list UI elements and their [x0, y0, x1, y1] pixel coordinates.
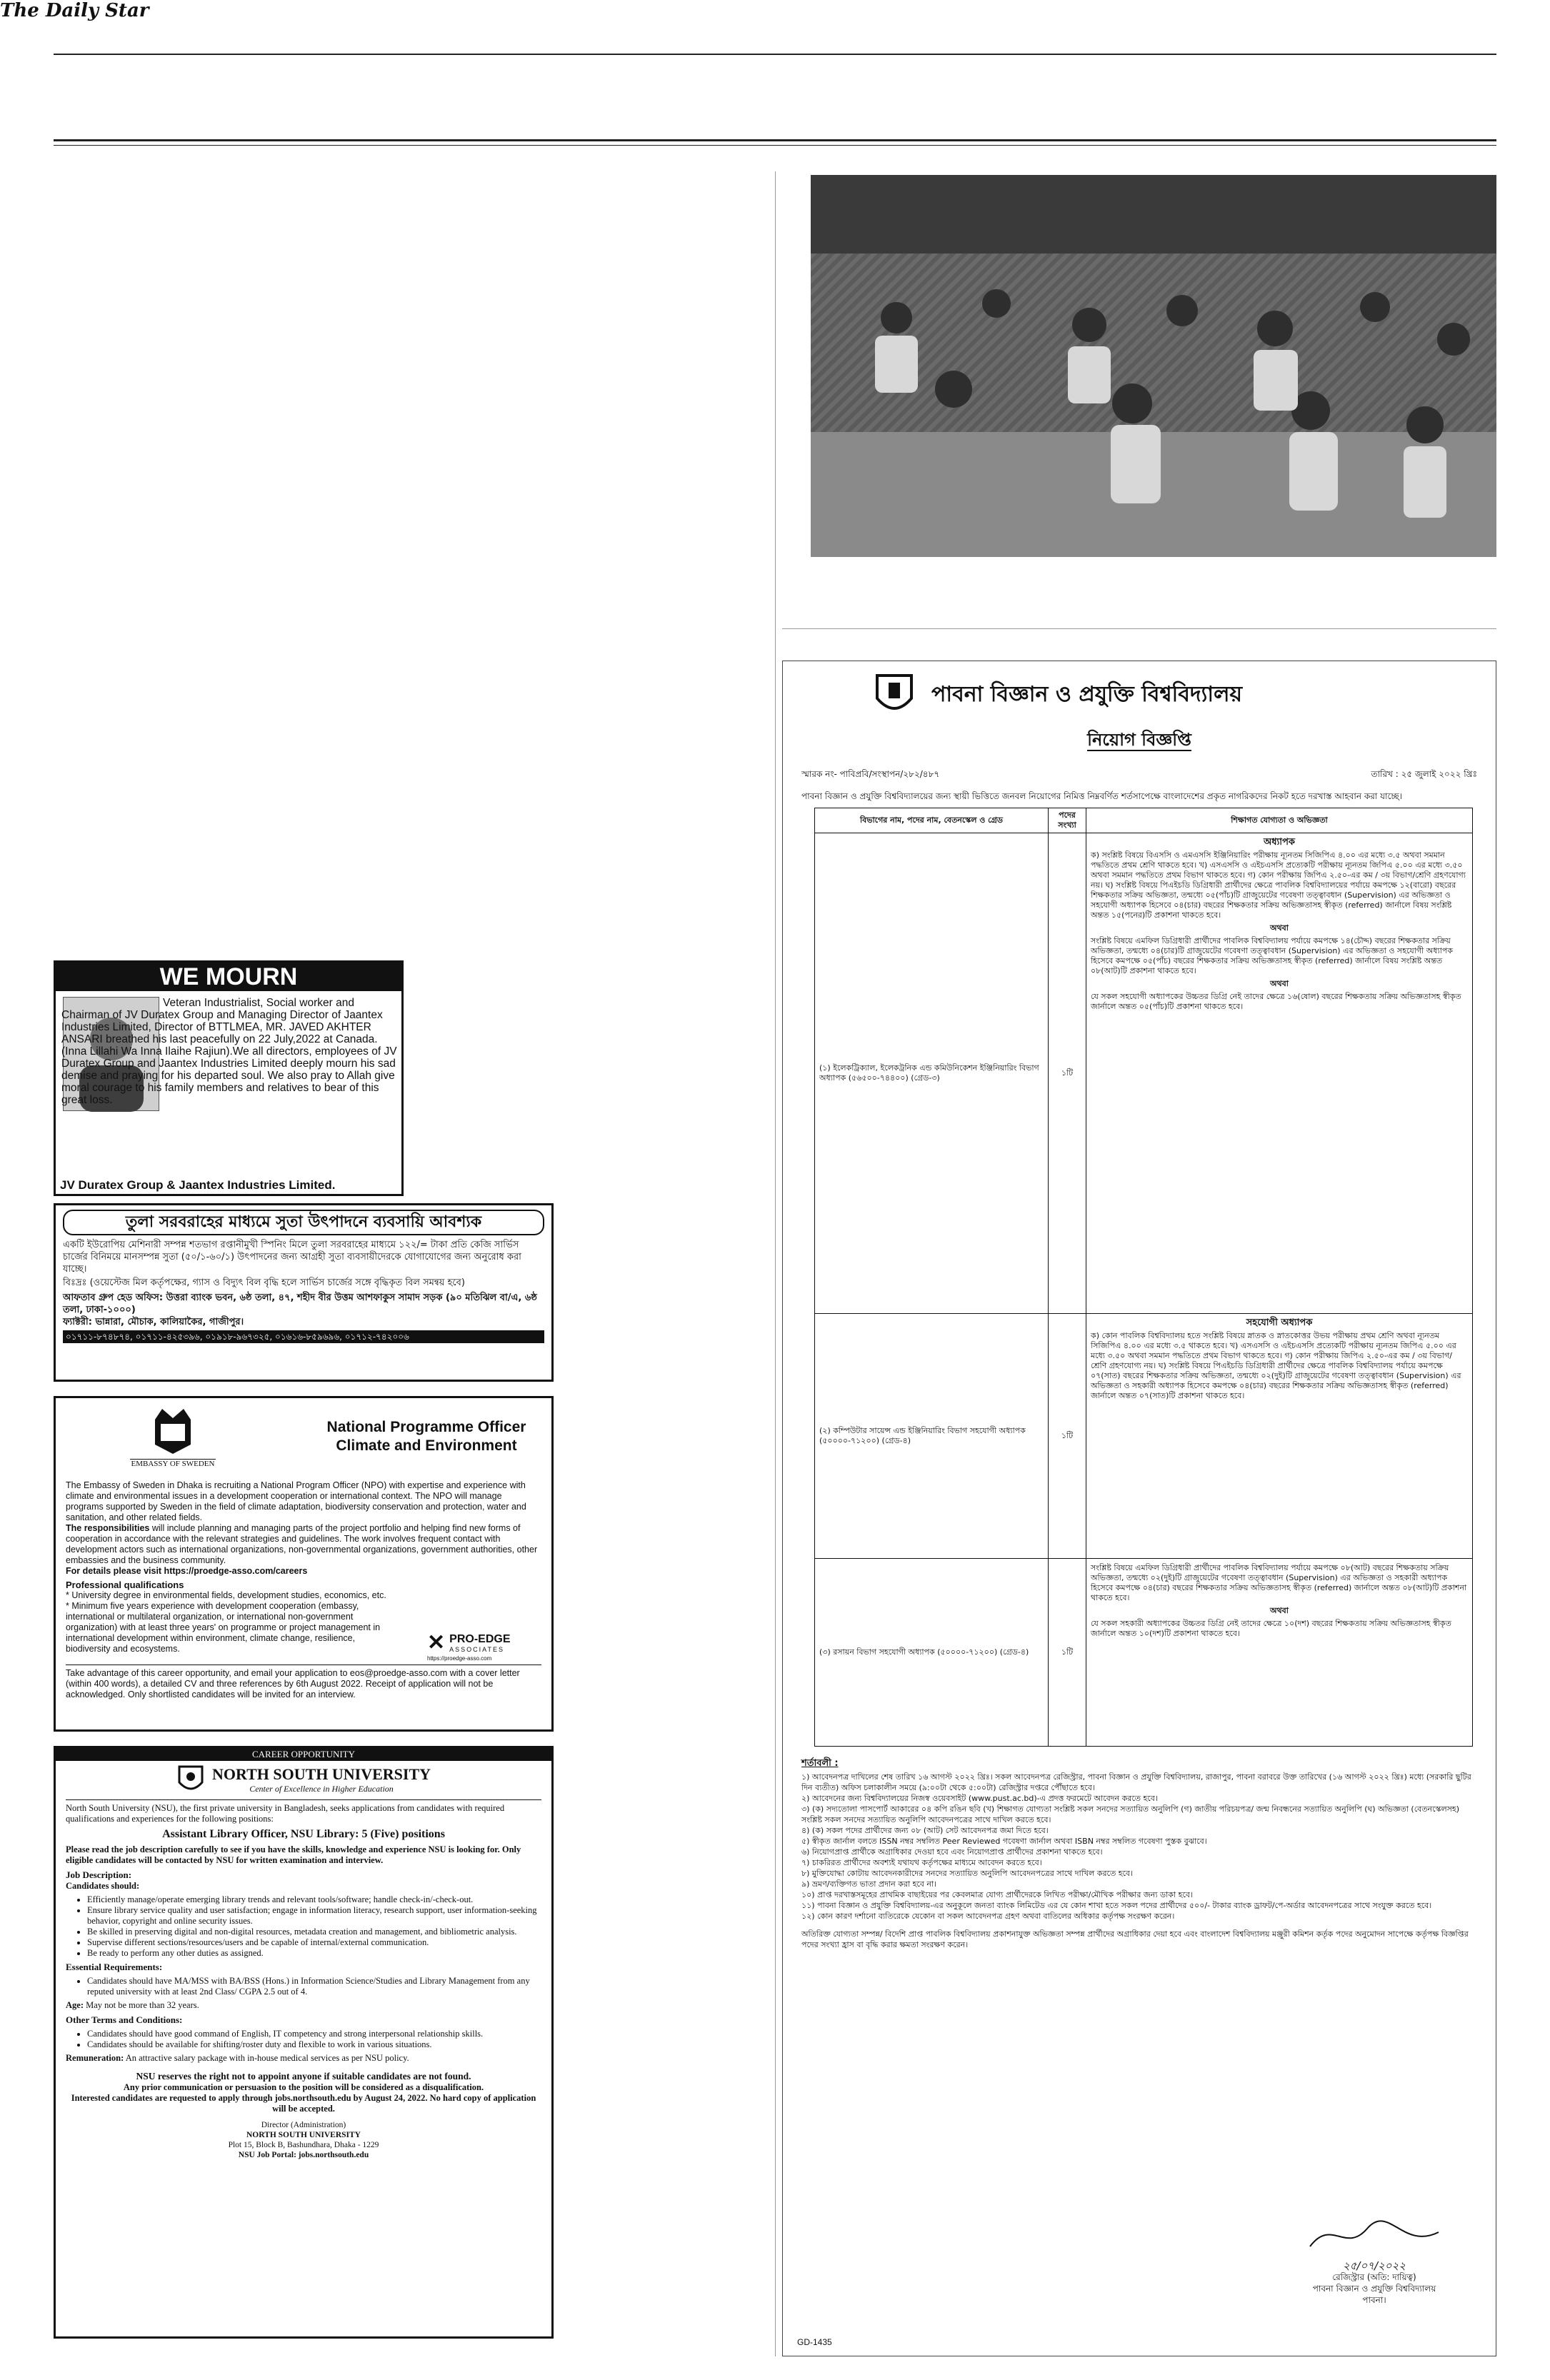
nsu-remuneration	[66, 2053, 541, 2064]
nsu-job-portal[interactable]: NSU Job Portal: jobs.northsouth.edu	[238, 2151, 369, 2159]
pust-terms-head: শর্তাবলী :	[801, 1758, 839, 1769]
pust-logo-icon	[873, 671, 916, 718]
qual-text: ক) কোন পাবলিক বিশ্ববিদ্যালয় হতে সংশ্লিষ্ট বিষয়ে স্নাতক ও স্নাতকোত্তর উভয় পরীক্ষায় প্রথম শ্রেণি অথবা ন্যূনতম সিজিপিএ ৪.০০ এর মধ্যে ৩.৫ থাকতে হবে। খ) এসএসসি ও এইচএসসি প্রত্যেকটি পরীক্ষায় ন্যূনতম জিপিএ ৫.০০ এর মধ্যে ৩.৫০ অথবা সমমান পদ্ধতিতে প্রথম বিভাগ থাকতে হবে। গ) কোন পরীক্ষায় জিপিএ ২.৫০-এর কম / ৩য় বিভাগ/শ্রেণি গ্রহণযোগ্য নয়। ঘ) সংশ্লিষ্ট বিষয়ে পিএইচডি ডিগ্রিধারী প্রার্থীদের ক্ষেত্রে পাবলিক বিশ্ববিদ্যালয় পর্যায়ে কমপক্ষে ০৭(সাত) বছরের শিক্ষকতার সক্রিয় অভিজ্ঞতা, তন্মধ্যে ০২(দুই)টি গ্রাজুয়েটের গবেষণা তত্ত্বাবধান (Supervision) এর অভিজ্ঞতা ও সহকারী অধ্যাপক হিসেবে কমপক্ষে ০৪(চার) বছরের শিক্ষকতার সক্রিয় অভিজ্ঞতাসহ স্বীকৃত (referred) জার্নালে অন্তত ০৭(সাত)টি প্রকাশনা থাকতে হবে।	[1091, 1331, 1461, 1400]
pust-intro: পাবনা বিজ্ঞান ও প্রযুক্তি বিশ্ববিদ্যালয়ের জন্য স্থায়ী ভিত্তিতে জনবল নিয়োগের নিমিত্ত নিম্নবর্ণিত শর্তসাপেক্ষে বাংলাদেশের প্রকৃত নাগরিকদের নিকট হতে দরখাস্ত আহবান করা যাচ্ছে।	[801, 791, 1402, 801]
nsu-header	[66, 1764, 541, 1795]
table-cell-qual	[1086, 1559, 1473, 1747]
pust-sign-date: ২৫/০৭/২০২২	[1342, 2259, 1406, 2272]
list-item: ৫) স্বীকৃত জার্নাল বলতে ISSN নম্বর সম্বলিত Peer Reviewed গবেষণা জার্নাল অথবা ISBN নম্বর সম্বলিত গবেষণা পুস্তক বুঝাবে।	[801, 1837, 1207, 1846]
list-item: ৬) নিয়োগপ্রাপ্ত প্রার্থীকে অগ্রাধিকার দেওয়া হবে এবং নিয়োগপ্রাপ্ত প্রার্থীদের প্রকাশনা থাকতে হবে।	[801, 1847, 1103, 1857]
table-cell-qual	[1086, 1314, 1473, 1559]
sweden-crest	[130, 1405, 216, 1468]
proedge-name: PRO-EDGE	[449, 1632, 511, 1645]
mourn-title: WE MOURN	[56, 963, 401, 991]
sweden-details[interactable]: For details please visit https://proedge-asso.com/careers	[66, 1566, 308, 1576]
table-header: শিক্ষাগত যোগ্যতা ও অভিজ্ঞতা	[1086, 808, 1473, 833]
list-item: ৪) (ক) সকল পদের প্রার্থীদের জন্য ০৮ (আট) সেট আবেদনপত্র জমা দিতে হবে।	[801, 1826, 1049, 1835]
table-header: পদের সংখ্যা	[1049, 808, 1086, 833]
sweden-ad	[54, 1396, 554, 1732]
list-item: • Candidates should have good command of English, IT competency and strong interpersonal relationship skills.	[87, 2029, 541, 2039]
nsu-rem-value: An attractive salary package with in-house medical services as per NSU policy.	[125, 2053, 409, 2063]
cotton-note: বিঃদ্রঃ (ওয়েস্টেজ মিল কর্তৃপক্ষের, গ্যাস ও বিদ্যুৎ বিল বৃদ্ধি হলে সার্ভিস চার্জের সঙ্গে বৃদ্ধিকৃত বিল সমন্বয় হবে)	[63, 1277, 465, 1288]
nsu-signature	[66, 2120, 541, 2160]
pust-title-wrap	[801, 727, 1477, 755]
pust-gd-number: GD-1435	[797, 2337, 832, 2347]
masthead-rule-2	[54, 145, 1496, 146]
nsu-jd-list	[87, 1894, 541, 1959]
sweden-title: National Programme Officer Climate and Environment	[326, 1419, 526, 1454]
nsu-sign-title: Director (Administration)	[261, 2121, 346, 2129]
sweden-apply: Take advantage of this career opportunity, and email your application to eos@proedge-asso.com with a cover letter (within 400 words), a detailed CV and three references by 6th August 2022. Receipt of application will not be acknowledged. Only shortlisted candidates will be invited for an interview.	[66, 1665, 541, 1700]
pust-table	[814, 808, 1473, 1747]
qual-text: সংশ্লিষ্ট বিষয়ে এমফিল ডিগ্রিধারী প্রার্থীদের পাবলিক বিশ্ববিদ্যালয় পর্যায়ে কমপক্ষে ১৪(চৌদ্দ) বছরের শিক্ষকতার সক্রিয় অভিজ্ঞতা, তন্মধ্যে ০৪(চার)টি গ্রাজুয়েটের গবেষণা তত্ত্বাবধান (Supervision) এর অভিজ্ঞতা ও সহযোগী অধ্যাপক হিসেবে কমপক্ষে ০৫(পাঁচ) বছরের শিক্ষকতার সক্রিয় অভিজ্ঞতাসহ স্বীকৃত (referred) জার্নালে বিষয় সংশ্লিষ্ট অন্তত ০৮(আট)টি প্রকাশনা থাকতে হবে।	[1091, 936, 1454, 975]
nsu-age-label: Age:	[66, 2000, 84, 2010]
pust-sign-title: রেজিস্ট্রার (অতি: দায়িত্ব)	[1332, 2272, 1416, 2282]
table-cell-count: ১টি	[1049, 1314, 1086, 1559]
list-item: • Efficiently manage/operate emerging library trends and relevant tools/software; handle check-in/-check-out.	[87, 1894, 541, 1905]
pust-sign-place: পাবনা।	[1362, 2295, 1386, 2305]
cotton-title: তুলা সরবরাহের মাধ্যমে সুতা উৎপাদনে ব্যবসায়ি আবশ্যক	[63, 1210, 544, 1235]
nsu-intro: North South University (NSU), the first private university in Bangladesh, seeks applications from candidates with required qualifications and experiences for the following positions:	[66, 1799, 541, 1824]
sweden-intro: The Embassy of Sweden in Dhaka is recruiting a National Program Officer (NPO) with expertise and experience with climate and environmental issues in a development cooperation or international context. The NPO will manage programs supported by Sweden in the field of climate adaptation, biodiversity conservation and protection, water and sanitation, and other related fields.	[66, 1480, 526, 1522]
list-item: ৯) ভ্রমণ/ব্যক্তিগত ভাতা প্রদান করা হবে না।	[801, 1879, 937, 1889]
nsu-req-list	[87, 1976, 541, 1997]
pust-header	[873, 671, 1477, 718]
or-label: অথবা	[1270, 923, 1289, 933]
qual-text: যে সকল সহযোগী অধ্যাপকের উচ্চতর ডিগ্রি নেই তাদের ক্ষেত্রে ১৬(ষোল) বছরের শিক্ষকতায় সক্রিয় অভিজ্ঞতাসহ স্বীকৃত জার্নালে অন্তত ০৫(পাঁচ)টি প্রকাশনা থাকতে হবে।	[1091, 992, 1461, 1011]
list-item: • Be skilled in preserving digital and non-digital resources, metadata creation and management, and bibliometric analysis.	[87, 1927, 541, 1937]
pust-signature	[1281, 2214, 1467, 2306]
sweden-responsibilities	[66, 1523, 541, 1566]
sweden-header	[66, 1405, 541, 1480]
pust-sign-org: পাবনা বিজ্ঞান ও প্রযুক্তি বিশ্ববিদ্যালয়	[1312, 2284, 1436, 2294]
crown-crest-icon	[148, 1405, 198, 1455]
photo-rule	[782, 628, 1496, 629]
sweden-q2: * Minimum five years experience with development cooperation (embassy, international or multilateral organization, or international non-government organization) with at least three years' on programme or project management in international development within environment, climate change, resilience, biodiversity and ecosystems.	[66, 1601, 381, 1654]
sweden-resp-head: The responsibilities	[66, 1523, 150, 1533]
qual-text: ক) সংশ্লিষ্ট বিষয়ে বিএসসি ও এমএসসি ইঞ্জিনিয়ারিং পরীক্ষায় ন্যূনতম সিজিপিএ ৪.০০ এর মধ্যে ৩.৫ অথবা সমমান পদ্ধতিতে প্রথম শ্রেণি থাকতে হবে। খ) এসএসসি ও এইচএসসি প্রত্যেকটি পরীক্ষায় ন্যূনতম জিপিএ ৫.০০ এর মধ্যে ৩.৫০ অথবা সমমান পদ্ধতিতে প্রথম বিভাগ থাকতে হবে। গ) কোন পরীক্ষায় জিপিএ ২.৫০-এর কম / ৩য় বিভাগ/শ্রেণি গ্রহণযোগ্য নয়। ঘ) সংশ্লিষ্ট বিষয়ে পিএইচডি ডিগ্রিধারী প্রার্থীদের ক্ষেত্রে পাবলিক বিশ্ববিদ্যালয়ের পর্যায়ে কমপক্ষে ১২(বারো) বছরের শিক্ষকতার সক্রিয় অভিজ্ঞতা, তন্মধ্যে ০৫(পাঁচ)টি গ্রাজুয়েটের গবেষণা তত্ত্বাবধান (Supervision) এর অভিজ্ঞতা ও সহযোগী অধ্যাপক হিসেবে ০৪(চার) বছরের শিক্ষকতার সক্রিয় অভিজ্ঞতাসহ স্বীকৃত (referred) জার্নালে বিষয় সংশ্লিষ্ট অন্তত ১৫(পনের)টি প্রকাশনা থাকতে হবে।	[1091, 850, 1466, 920]
list-item: • Be ready to perform any other duties as assigned.	[87, 1948, 541, 1959]
or-label: অথবা	[1270, 1606, 1289, 1615]
table-header-row	[815, 808, 1473, 833]
nsu-name: NORTH SOUTH UNIVERSITY	[211, 1764, 431, 1783]
table-cell-dept: (৩) রসায়ন বিভাগ সহযোগী অধ্যাপক (৫০০০০-৭১২০০) (গ্রেড-৪)	[815, 1559, 1049, 1747]
cotton-factory: ফ্যাক্টরী: ভান্নারা, মৌচাক, কালিয়াকৈর, গাজীপুর।	[63, 1317, 244, 1327]
news-photo	[811, 175, 1496, 557]
sweden-qual-head: Professional qualifications	[66, 1580, 184, 1590]
list-item: ১০) প্রাপ্ত দরখাস্তসমূহের প্রাথমিক বাছাইয়ের পর কেবলমাত্র যোগ্য প্রার্থীদেরকে লিখিত পরীক্ষা/মৌখিক পরীক্ষার জন্য ডাকা হবে।	[801, 1890, 1193, 1899]
pust-name: পাবনা বিজ্ঞান ও প্রযুক্তি বিশ্ববিদ্যালয়	[931, 681, 1243, 707]
rank-label: সহযোগী অধ্যাপক	[1246, 1317, 1313, 1328]
table-row	[815, 833, 1473, 1314]
nsu-other-head: Other Terms and Conditions:	[66, 2014, 183, 2025]
table-header: বিভাগের নাম, পদের নাম, বেতনস্কেল ও গ্রেড	[815, 808, 1049, 833]
masthead-rule-1	[54, 139, 1496, 141]
nsu-position: Assistant Library Officer, NSU Library: 5 (Five) positions	[162, 1828, 445, 1840]
nsu-rem-label: Remuneration:	[66, 2053, 124, 2063]
list-item: ৩) (ক) সদ্যতোলা পাসপোর্ট আকারের ০৪ কপি রঙিন ছবি (খ) শিক্ষাগত যোগ্যতা সংশ্লিষ্ট সকল সনদের সত্যায়িত অনুলিপি (গ) জাতীয় পরিচয়পত্র/ জন্ম নিবন্ধনের সত্যায়িত অনুলিপি (ঘ) অভিজ্ঞতা (বেতনস্কেলসহ) সংশ্লিষ্ট সকল সনদের সত্যায়িত অনুলিপি আবেদনপত্রের সাথে দাখিল করতে হবে।	[801, 1804, 1459, 1824]
table-cell-dept: (১) ইলেকট্রিক্যাল, ইলেকট্রনিক এন্ড কমিউনিকেশন ইঞ্জিনিয়ারিং বিভাগ অধ্যাপক (৫৬৫০০-৭৪৪০০) (গ্রেড-৩)	[815, 833, 1049, 1314]
list-item: ১) আবেদনপত্র দাখিলের শেষ তারিখ ১৬ আগস্ট ২০২২ খ্রিঃ। সকল আবেদনপত্র রেজিস্ট্রার, পাবনা বিজ্ঞান ও প্রযুক্তি বিশ্ববিদ্যালয়, রাজাপুর, পাবনা বরাবরে উক্ত তারিখের (১৬ আগস্ট ২০২২ খ্রিঃ) মধ্যে (সরকারি ছুটির দিন ব্যতীত) অফিস চলাকালীন সময়ে (৯:০০টা থেকে ৫:০০টা) রেজিস্ট্রার দপ্তরে পৌঁছাতে হবে।	[801, 1772, 1471, 1792]
nsu-read: Please read the job description carefully to see if you have the skills, knowledge and experience NSU is looking for. Only eligible candidates will be contacted by NSU for written examination and interview.	[66, 1844, 521, 1865]
nsu-crest-icon	[176, 1764, 205, 1795]
table-row	[815, 1559, 1473, 1747]
table-cell-count: ১টি	[1049, 833, 1086, 1314]
list-item: • Supervise different sections/resources/users and be capable of internal/external communication.	[87, 1937, 541, 1948]
proedge-x-icon: ✕	[427, 1631, 446, 1655]
list-item: • Ensure library service quality and user satisfaction; engage in information literacy, research support, user information-seeking behavior, copyright and online security issues.	[87, 1905, 541, 1927]
proedge-url: https://proedge-asso.com	[427, 1655, 492, 1662]
cotton-address	[63, 1292, 544, 1328]
masthead: The Daily Star	[0, 0, 149, 21]
rank-label: অধ্যাপক	[1263, 837, 1295, 848]
table-cell-dept: (২) কম্পিউটার সায়েন্স এন্ড ইঞ্জিনিয়ারিং বিভাগ সহযোগী অধ্যাপক (৫০০০০-৭১২০০) (গ্রেড-৪)	[815, 1314, 1049, 1559]
nsu-sign-address: Plot 15, Block B, Bashundhara, Dhaka - 1229	[228, 2141, 379, 2149]
nsu-other-list	[87, 2029, 541, 2050]
cotton-body: একটি ইউরোপিয় মেশিনারী সম্পন্ন শতভাগ রপ্তানীমুখী স্পিনিং মিলে তুলা সরবরাহের মাধ্যমে ১২২/= টাকা প্রতি কেজি সার্ভিস চার্জের বিনিময়ে মানসম্পন্ন সুতা (৫০/১-৬০/১) উৎপাদনের জন্য আগ্রহী সুতা ব্যবসায়ীদেরকে যোগাযোগের জন্য অনুরোধ করা যাচ্ছে।	[63, 1240, 521, 1275]
list-item: ৭) চাকরিরত প্রার্থীদের অবশ্যই যথাযথ কর্তৃপক্ষের মাধ্যমে আবেদন করতে হবে।	[801, 1858, 1042, 1867]
proedge-logo	[427, 1630, 549, 1662]
pust-date: তারিখ : ২৫ জুলাই ২০২২ খ্রিঃ	[1371, 769, 1477, 779]
pust-terms	[801, 1772, 1477, 1922]
nsu-jd-sub: Candidates should:	[66, 1881, 140, 1891]
nsu-reserve: NSU reserves the right not to appoint anyone if suitable candidates are not found.	[136, 2071, 471, 2082]
nsu-jd-head: Job Description:	[66, 1869, 132, 1880]
nsu-tagline: Center of Excellence in Higher Education	[249, 1783, 394, 1794]
list-item: ২) আবেদনের জন্য বিশ্ববিদ্যালয়ের নিজস্ব ওয়েবসাইট (www.pust.ac.bd)-এ প্রদত্ত ফরমেটে আবেদন করতে হবে।	[801, 1794, 1158, 1803]
top-rule	[54, 54, 1496, 55]
pust-memo: স্মারক নং- পাবিপ্রবি/সংস্থাপন/২৮২/৪৮৭	[801, 769, 940, 779]
cotton-ad	[54, 1203, 554, 1382]
pust-memo-line	[801, 768, 1477, 783]
nsu-req-head: Essential Requirements:	[66, 1962, 163, 1972]
crowd-image	[811, 175, 1496, 557]
nsu-age	[66, 2000, 541, 2011]
nsu-banner: CAREER OPPORTUNITY	[56, 1748, 551, 1761]
table-cell-count: ১টি	[1049, 1559, 1086, 1747]
or-label: অথবা	[1270, 979, 1289, 988]
nsu-apply: Interested candidates are requested to apply through jobs.northsouth.edu by August 24, 2022. No hard copy of application will be accepted.	[71, 2093, 536, 2114]
table-cell-qual	[1086, 833, 1473, 1314]
list-item: • Candidates should be available for shifting/roster duty and flexible to work in various situations.	[87, 2039, 541, 2050]
mourn-ad	[54, 960, 404, 1196]
nsu-canvass: Any prior communication or persuasion to the position will be considered as a disqualification.	[123, 2082, 484, 2092]
list-item: ১১) পাবনা বিজ্ঞান ও প্রযুক্তি বিশ্ববিদ্যালয়-এর অনুকূলে জনতা ব্যাংক লিমিটেড এর যে কোন শাখা হতে সকল পদের প্রার্থীদের ৫০০/- টাকার ব্যাংক ড্রাফট/পে-অর্ডার আবেদনপত্রের সাথে সংযুক্ত করতে হবে।	[801, 1901, 1432, 1910]
list-item: ১২) কোন কারণ দর্শানো ব্যতিরেকে যেকোন বা সকল আবেদনপত্র গ্রহণ অথবা বাতিলের অধিকার কর্তৃপক্ষ সংরক্ষণ করেন।	[801, 1912, 1175, 1921]
cotton-phones: ০১৭১১-৮৭৪৮৭৪, ০১৭১১-৪২৫৩৯৬, ০১৯১৮-৯৬৭৩২৫, ০১৬১৬-৮৫৯৬৯৬, ০১৭১২-৭৪২০০৬	[63, 1330, 544, 1343]
pust-title: নিয়োগ বিজ্ঞপ্তি	[1087, 730, 1191, 750]
table-row	[815, 1314, 1473, 1559]
nsu-age-value: May not be more than 32 years.	[86, 2000, 199, 2010]
list-item: • Candidates should have MA/MSS with BA/BSS (Hons.) in Information Science/Studies and Library Management from any reputed university with at least 2nd Class/ CGPA 2.5 out of 4.	[87, 1976, 541, 1997]
sweden-embassy-name: EMBASSY OF SWEDEN	[131, 1460, 215, 1468]
sweden-resp-text: will include planning and managing parts of the project portfolio and helping find new forms of cooperation in accordance with the relevant strategies and guidelines. The work involves frequent contact with development actors such as international organizations, non-governmental organizations, government authorities, other embassies and the business community.	[66, 1523, 538, 1565]
qual-text: যে সকল সহকারী অধ্যাপকের উচ্চতর ডিগ্রি নেই তাদের ক্ষেত্রে ১০(দশ) বছরের শিক্ষকতায় সক্রিয় অভিজ্ঞতাসহ স্বীকৃত জার্নালে অন্তত ১০(দশ)টি প্রকাশনা থাকতে হবে।	[1091, 1619, 1451, 1638]
cotton-head-office: আফতাব গ্রুপ হেড অফিস: উত্তরা ব্যাংক ভবন, ৬ষ্ঠ তলা, ৪৭, শহীদ বীর উত্তম আশফাকুস সামাদ সড়ক (৯০ মতিঝিল বা/এ, ৬ষ্ঠ তলা, ঢাকা-১০০০)	[63, 1292, 537, 1315]
proedge-sub: ASSOCIATES	[449, 1645, 504, 1653]
signature-image	[1303, 2214, 1446, 2257]
mourn-text: Veteran Industrialist, Social worker and Chairman of JV Duratex Group and Managing Director of Jaantex Industries Limited, Director of BTTLMEA, MR. JAVED AKHTER ANSARI breathed his last peacefully on 22 July,2022 at Canada. (Inna Lillahi Wa Inna Ilaihe Rajiun).We all directors, employees of JV Duratex Group and Jaantex Industries Limited deeply mourn his sad demise and praying for his departed soul. We also pray to Allah give moral courage to his family members and relatives to bear of this great loss.	[61, 997, 397, 1106]
pust-ad	[782, 661, 1496, 2356]
column-rule	[775, 171, 776, 2356]
mourn-footer: JV Duratex Group & Jaantex Industries Limited.	[60, 1178, 336, 1192]
nsu-ad	[54, 1746, 554, 2339]
qual-text: সংশ্লিষ্ট বিষয়ে এমফিল ডিগ্রিধারী প্রার্থীদের পাবলিক বিশ্ববিদ্যালয় পর্যায়ে কমপক্ষে ০৮(আট) বছরের শিক্ষকতায় সক্রিয় অভিজ্ঞতা, তন্মধ্যে ০২(দুই)টি গ্রাজুয়েটের গবেষণা তত্ত্বাবধান (Supervision) এর অভিজ্ঞতা ও সহকারী অধ্যাপক হিসেবে কমপক্ষে ০৪(চার) বছরের শিক্ষকতার সক্রিয় অভিজ্ঞতাসহ স্বীকৃত (referred) জার্নালে অন্তত ০৮(আট)টি প্রকাশনা থাকতে হবে।	[1091, 1563, 1467, 1602]
pust-footer: অতিরিক্ত যোগ্যতা সম্পন্ন/ বিদেশি প্রাপ্ত পাবলিক বিশ্ববিদ্যালয় প্রকাশনাযুক্ত অভিজ্ঞতা সম্পন্ন প্রার্থীদের অগ্রাধিকার দেয়া হবে এবং বাংলাদেশ বিশ্ববিদ্যালয় মঞ্জুরী কমিশন কর্তৃক পদের অনুমোদন সাপেক্ষে কর্তৃপক্ষ বিজ্ঞপ্তির পদের সংখ্যা হ্রাস বা বৃদ্ধি করার ক্ষমতা সংরক্ষণ করেন।	[801, 1929, 1469, 1949]
sweden-q1: * University degree in environmental fields, development studies, economics, etc.	[66, 1590, 386, 1600]
list-item: ৮) মুক্তিযোদ্ধা কোটায় আবেদনকারীদের সনদের সত্যায়িত অনুলিপি আবেদনপত্রের সাথে দাখিল করতে হবে।	[801, 1869, 1133, 1878]
nsu-sign-org: NORTH SOUTH UNIVERSITY	[246, 2131, 361, 2139]
